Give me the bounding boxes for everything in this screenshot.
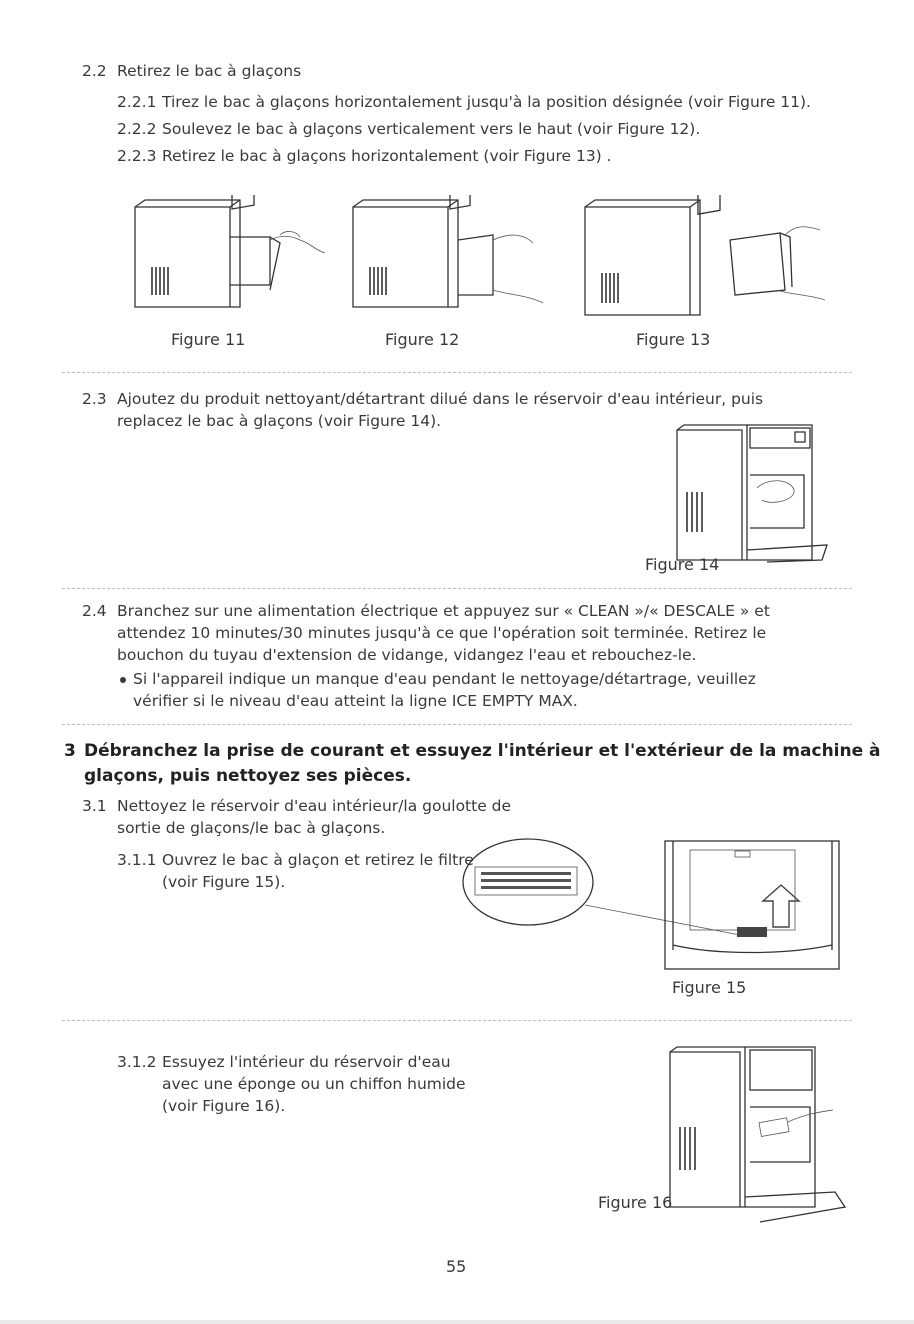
page-number: 55 (446, 1257, 467, 1276)
item-311-number: 3.1.1 (117, 851, 157, 869)
figure-14-caption: Figure 14 (645, 555, 720, 574)
s23-line: replacez le bac à glaçons (voir Figure 14). (117, 412, 442, 430)
s31-line: sortie de glaçons/le bac à glaçons. (117, 819, 386, 837)
figure-14-illustration (672, 420, 840, 570)
item-311-line: Ouvrez le bac à glaçon et retirez le filtre (162, 851, 474, 869)
s31-number: 3.1 (82, 797, 107, 815)
figure-12-caption: Figure 12 (385, 330, 460, 349)
s3-heading-line: Débranchez la prise de courant et essuyez l'intérieur et l'extérieur de la machine à (84, 741, 881, 761)
figure-12-illustration (348, 195, 553, 320)
figure-16-caption: Figure 16 (598, 1193, 673, 1212)
divider (62, 1020, 852, 1021)
figure-11-illustration (130, 195, 330, 320)
item-223-number: 2.2.3 (117, 147, 157, 165)
s23-number: 2.3 (82, 390, 107, 408)
figure-15-illustration (455, 835, 845, 975)
page-bottom-edge (0, 1320, 914, 1324)
s24-bullet-line: vérifier si le niveau d'eau atteint la ligne ICE EMPTY MAX. (133, 692, 578, 710)
item-312-line: avec une éponge ou un chiffon humide (162, 1075, 466, 1093)
s3-number: 3 (64, 741, 76, 761)
item-223-text: Retirez le bac à glaçons horizontalement (voir Figure 13) . (162, 147, 612, 165)
item-222-number: 2.2.2 (117, 120, 157, 138)
s22-title: Retirez le bac à glaçons (117, 62, 302, 80)
figure-11-caption: Figure 11 (171, 330, 246, 349)
item-312-line: (voir Figure 16). (162, 1097, 286, 1115)
s24-line: attendez 10 minutes/30 minutes jusqu'à ce que l'opération soit terminée. Retirez le (117, 624, 767, 642)
s31-line: Nettoyez le réservoir d'eau intérieur/la goulotte de (117, 797, 512, 815)
s22-number: 2.2 (82, 62, 107, 80)
figure-13-caption: Figure 13 (636, 330, 711, 349)
figure-16-illustration (665, 1042, 850, 1227)
figure-13-illustration (580, 195, 830, 325)
s24-number: 2.4 (82, 602, 107, 620)
s23-line: Ajoutez du produit nettoyant/détartrant dilué dans le réservoir d'eau intérieur, puis (117, 390, 764, 408)
item-312-line: Essuyez l'intérieur du réservoir d'eau (162, 1053, 451, 1071)
item-312-number: 3.1.2 (117, 1053, 157, 1071)
item-221-text: Tirez le bac à glaçons horizontalement jusqu'à la position désignée (voir Figure 11). (162, 93, 811, 111)
s24-line: bouchon du tuyau d'extension de vidange, vidangez l'eau et rebouchez-le. (117, 646, 697, 664)
item-221-number: 2.2.1 (117, 93, 157, 111)
item-222-text: Soulevez le bac à glaçons verticalement vers le haut (voir Figure 12). (162, 120, 701, 138)
divider (62, 588, 852, 589)
figure-15-caption: Figure 15 (672, 978, 747, 997)
s3-heading-line: glaçons, puis nettoyez ses pièces. (84, 766, 412, 786)
bullet-icon (120, 677, 126, 683)
s24-bullet-line: Si l'appareil indique un manque d'eau pendant le nettoyage/détartrage, veuillez (133, 670, 756, 688)
divider (62, 372, 852, 373)
s24-line: Branchez sur une alimentation électrique et appuyez sur « CLEAN »/« DESCALE » et (117, 602, 770, 620)
divider (62, 724, 852, 725)
item-311-line: (voir Figure 15). (162, 873, 286, 891)
